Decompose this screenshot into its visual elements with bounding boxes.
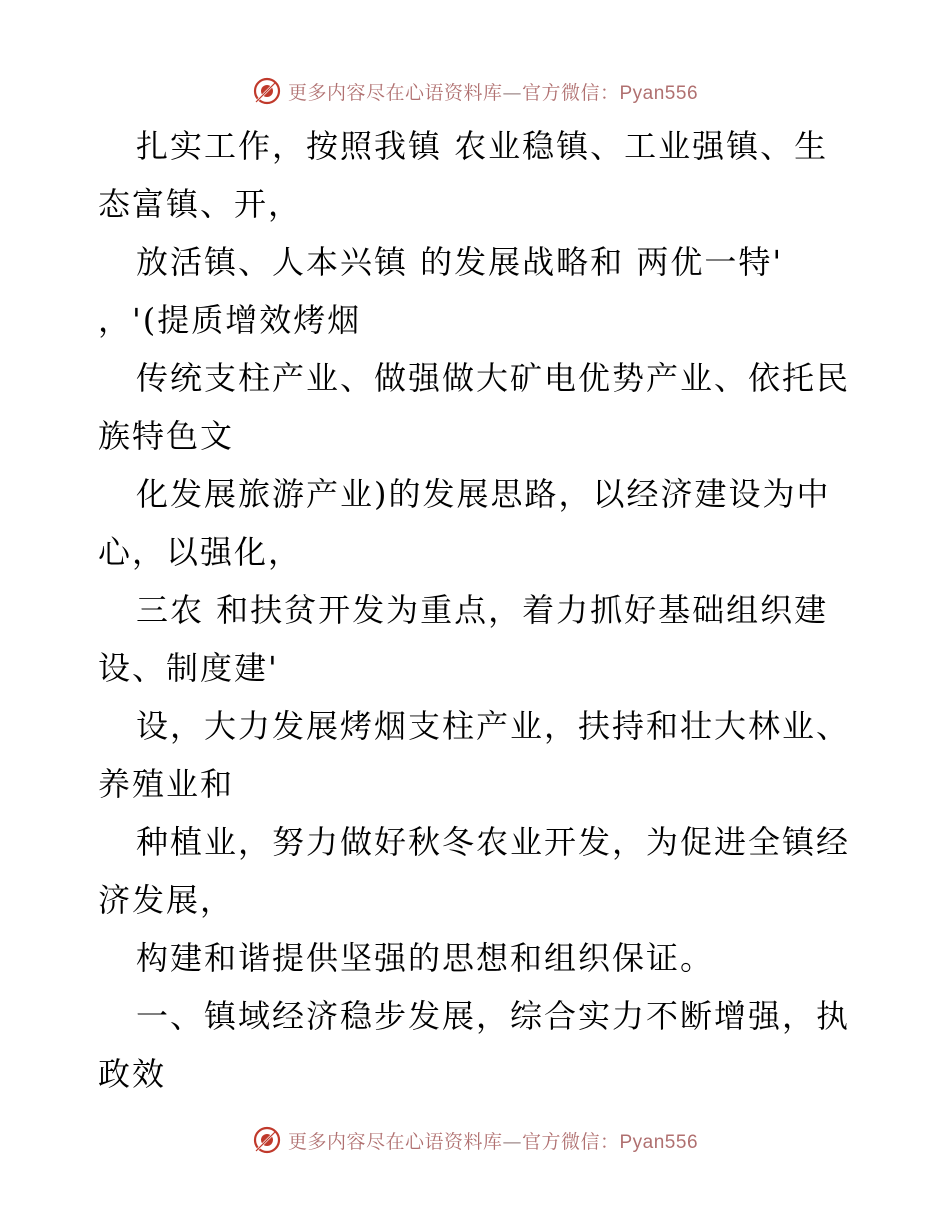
header-banner-text [288, 78, 698, 105]
body-line: ，'(提质增效烤烟 [98, 301, 362, 339]
header-banner-title: 更多内容尽在心语资料库 [287, 81, 503, 104]
body-line: 放活镇、人本兴镇 的发展战略和 两优一特' [136, 243, 784, 281]
body-line: 扎实工作，按照我镇 农业稳镇、工业强镇、生 [136, 127, 829, 165]
body-line: 三农 和扶贫开发为重点，着力抓好基础组织建 [136, 591, 829, 629]
logo-icon [252, 1125, 282, 1155]
body-line: 心，以强化， [98, 533, 303, 571]
body-line: 政效 [98, 1055, 167, 1093]
footer-banner-text [288, 1127, 698, 1154]
body-line: 养殖业和 [98, 765, 235, 803]
body-line: 族特色文 [98, 417, 235, 455]
logo-icon [252, 76, 282, 106]
footer-banner-title: 更多内容尽在心语资料库 [287, 1130, 503, 1153]
header-banner-wechat-label: 官方微信： [521, 81, 620, 104]
footer-banner-wechat-id: Pyan556 [619, 1131, 699, 1153]
body-line: 种植业，努力做好秋冬农业开发，为促进全镇经 [136, 823, 851, 861]
footer-banner-separator: — [502, 1130, 522, 1153]
body-line: 济发展， [98, 881, 235, 919]
header-banner [0, 73, 950, 109]
body-line: 一、镇域经济稳步发展，综合实力不断增强，执 [136, 997, 851, 1035]
header-banner-wechat-id: Pyan556 [619, 82, 699, 104]
body-line: 化发展旅游产业)的发展思路，以经济建设为中 [136, 475, 831, 513]
body-line: 态富镇、开， [98, 185, 303, 223]
document-body [98, 117, 868, 1103]
header-banner-separator: — [502, 81, 522, 104]
body-line: 构建和谐提供坚强的思想和组织保证。 [136, 939, 715, 977]
body-line: 传统支柱产业、做强做大矿电优势产业、依托民 [136, 359, 851, 397]
body-line: 设，大力发展烤烟支柱产业，扶持和壮大林业、 [136, 707, 851, 745]
body-line: 设、制度建' [98, 649, 279, 687]
footer-banner-wechat-label: 官方微信： [521, 1130, 620, 1153]
footer-banner [0, 1122, 950, 1158]
